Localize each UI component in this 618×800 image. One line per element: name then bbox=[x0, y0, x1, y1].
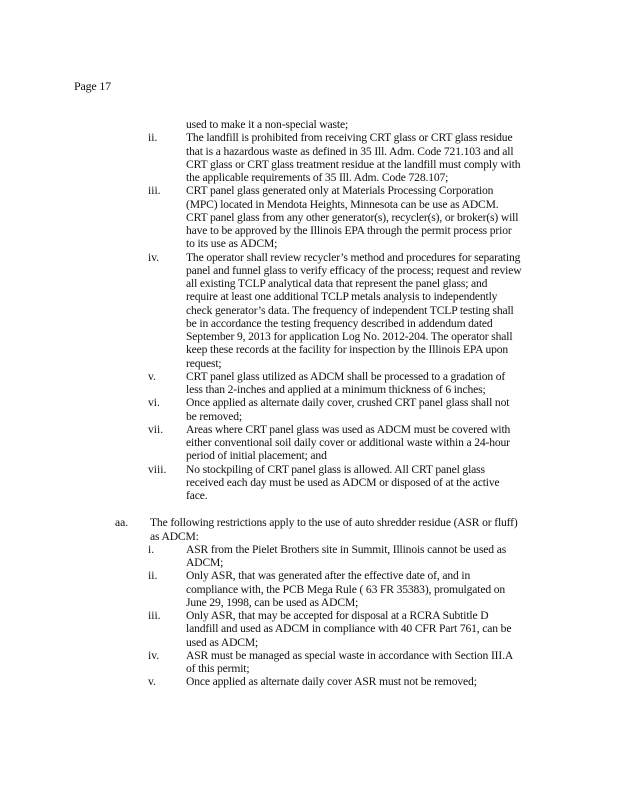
list-item-text: landfill and used as ADCM in compliance with 40 CFR Part 761, can be bbox=[186, 622, 512, 636]
list-item-text: to its use as ADCM; bbox=[186, 237, 278, 251]
list-item-text: The operator shall review recycler’s method and procedures for separating bbox=[186, 250, 521, 264]
list-item-text: September 9, 2013 for application Log No. 2012-204. The operator shall bbox=[186, 330, 513, 343]
list-item-text: used as ADCM; bbox=[186, 635, 259, 649]
section-number: aa. bbox=[115, 516, 129, 530]
page-number: Page 17 bbox=[74, 79, 111, 93]
list-item-text: Once applied as alternate daily cover ASR must not be removed; bbox=[186, 675, 477, 689]
list-item-text: CRT panel glass from any other generator(s), recycler(s), or broker(s) will bbox=[186, 210, 519, 224]
list-item-text: panel and funnel glass to verify efficacy of the process; request and review bbox=[186, 263, 522, 277]
list-item-text: be removed; bbox=[186, 409, 242, 423]
list-item-text: ASR from the Pielet Brothers site in Summit, Illinois cannot be used as bbox=[186, 542, 507, 556]
continuation-text: used to make it a non-special waste; bbox=[186, 118, 349, 131]
list-item-number: v. bbox=[148, 675, 156, 689]
list-item-text: have to be approved by the Illinois EPA through the permit process prior bbox=[186, 224, 512, 237]
list-item-text: received each day must be used as ADCM or disposed of at the active bbox=[186, 475, 500, 489]
list-item-number: iv. bbox=[148, 648, 160, 662]
list-item-text: June 29, 1998, can be used as ADCM; bbox=[186, 595, 359, 609]
list-item-text: Only ASR, that was generated after the effective date of, and in bbox=[186, 569, 471, 583]
list-item-text: ASR must be managed as special waste in accordance with Section III.A bbox=[186, 648, 514, 662]
list-item-text: either conventional soil daily cover or additional waste within a 24-hour bbox=[186, 436, 510, 449]
list-item-text: CRT panel glass generated only at Materials Processing Corporation bbox=[186, 184, 494, 198]
list-item-text: less than 2-inches and applied at a minimum thickness of 6 inches; bbox=[186, 383, 486, 396]
section-text: The following restrictions apply to the use of auto shredder residue (ASR or fluff) bbox=[150, 516, 518, 530]
list-item-text: No stockpiling of CRT panel glass is allowed. All CRT panel glass bbox=[186, 462, 485, 476]
list-item-number: iii. bbox=[148, 609, 161, 622]
list-item-text: period of initial placement; and bbox=[186, 449, 327, 463]
list-item-text: that is a hazardous waste as defined in 35 Ill. Adm. Code 721.103 and all bbox=[186, 144, 514, 158]
list-item-number: vii. bbox=[148, 422, 164, 436]
list-item-text: of this permit; bbox=[186, 662, 250, 675]
list-item-number: ii. bbox=[148, 131, 158, 145]
list-item-number: iii. bbox=[148, 184, 161, 198]
list-item-number: ii. bbox=[148, 569, 158, 583]
list-item-number: vi. bbox=[148, 396, 160, 410]
list-item-number: viii. bbox=[148, 462, 167, 476]
list-item-number: v. bbox=[148, 369, 156, 383]
list-item-text: CRT panel glass utilized as ADCM shall be processed to a gradation of bbox=[186, 369, 506, 383]
list-item-text: The landfill is prohibited from receiving CRT glass or CRT glass residue bbox=[186, 131, 513, 145]
list-item-text: (MPC) located in Mendota Heights, Minnesota can be use as ADCM. bbox=[186, 197, 499, 211]
list-item-text: Only ASR, that may be accepted for disposal at a RCRA Subtitle D bbox=[186, 609, 489, 622]
list-item-number: i. bbox=[148, 542, 155, 556]
list-item-text: Areas where CRT panel glass was used as ADCM must be covered with bbox=[186, 422, 511, 436]
list-item-text: request; bbox=[186, 356, 222, 370]
list-item-number: iv. bbox=[148, 250, 160, 264]
section-text: as ADCM: bbox=[150, 529, 199, 543]
list-item-text: the applicable requirements of 35 Ill. Adm. Code 728.107; bbox=[186, 171, 449, 184]
list-item-text: compliance with, the PCB Mega Rule ( 63 FR 35383), promulgated on bbox=[186, 582, 506, 596]
list-item-text: CRT glass or CRT glass treatment residue at the landfill must comply with bbox=[186, 157, 521, 171]
list-item-text: check generator’s data. The frequency of independent TCLP testing shall bbox=[186, 303, 514, 317]
list-item-text: ADCM; bbox=[186, 556, 224, 569]
list-item-text: all existing TCLP analytical data that represent the panel glass; and bbox=[186, 277, 488, 290]
list-item-text: be in accordance the testing frequency described in addendum dated bbox=[186, 316, 493, 330]
list-item-text: face. bbox=[186, 489, 208, 502]
list-item-text: keep these records at the facility for inspection by the Illinois EPA upon bbox=[186, 343, 509, 357]
list-item-text: Once applied as alternate daily cover, crushed CRT panel glass shall not bbox=[186, 396, 510, 410]
list-item-text: require at least one additional TCLP metals analysis to independently bbox=[186, 290, 498, 304]
